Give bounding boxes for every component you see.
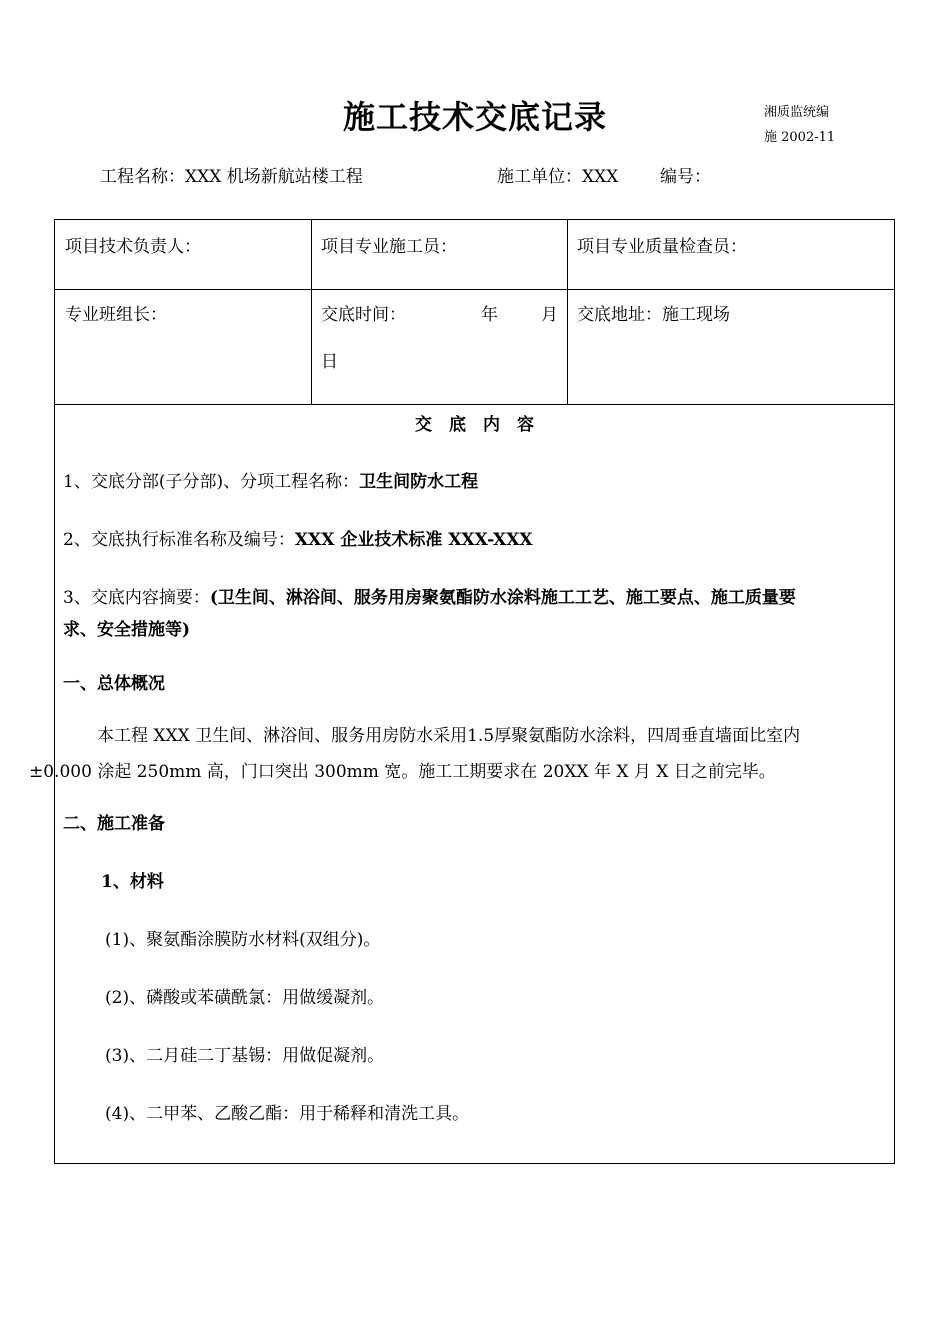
material-item: (1)、聚氨酯涂膜防水材料(双组分)。 (105, 930, 381, 950)
handover-time-label: 交底时间： (321, 305, 406, 325)
section-2-title: 二、施工准备 (63, 814, 165, 834)
table-row-divider (55, 289, 894, 290)
form-code-line2: 施 2002-11 (764, 130, 836, 145)
materials-title: 1、材料 (101, 872, 164, 892)
construction-staff-label: 项目专业施工员： (321, 237, 457, 257)
handover-table (29, 219, 895, 1164)
item-3-value-line2: 求、安全措施等) (63, 620, 191, 640)
handover-month-label: 月 (541, 305, 558, 325)
section-1-line2: ±0.000 涂起 250mm 高，门口突出 300mm 宽。施工工期要求在 20XX 年 X 月 X 日之前完毕。 (29, 762, 776, 782)
item-3 (63, 582, 886, 646)
handover-day-label: 日 (321, 352, 338, 372)
form-code (764, 100, 835, 150)
table-col-divider (311, 220, 312, 404)
item-1 (63, 470, 886, 494)
form-code-line1: 湘质监统编 (764, 105, 830, 120)
item-3-value-line1: (卫生间、淋浴间、服务用房聚氨酯防水涂料施工工艺、施工要点、施工质量要 (209, 588, 796, 608)
handover-year-label: 年 (481, 305, 498, 325)
number-label: 编号： (660, 167, 711, 187)
item-2-value: XXX 企业技术标准 XXX-XXX (294, 530, 533, 550)
section-1-paragraph (29, 718, 886, 790)
handover-content (29, 405, 894, 1126)
section-1-line1: 本工程 XXX 卫生间、淋浴间、服务用房防水采用1.5厚聚氨酯防水涂料，四周垂直墙面比室内 (97, 726, 801, 746)
content-heading: 交 底 内 容 (415, 415, 534, 435)
material-item: (2)、磷酸或苯磺酰氯：用做缓凝剂。 (105, 988, 385, 1008)
item-1-label: 1、交底分部(子分部)、分项工程名称： (63, 472, 360, 492)
document-title: 施工技术交底记录 (342, 98, 607, 136)
handover-location: 交底地址：施工现场 (577, 305, 730, 325)
item-2-label: 2、交底执行标准名称及编号： (63, 530, 295, 550)
section-1-title: 一、总体概况 (63, 674, 165, 694)
item-2 (63, 528, 886, 552)
item-3-label: 3、交底内容摘要： (63, 588, 210, 608)
quality-inspector-label: 项目专业质量检查员： (577, 237, 747, 257)
construction-unit: 施工单位：XXX (497, 167, 619, 187)
team-leader-label: 专业班组长： (65, 305, 167, 325)
table-col-divider (567, 220, 568, 404)
item-1-value: 卫生间防水工程 (359, 472, 479, 492)
material-item: (4)、二甲苯、乙酸乙酯：用于稀释和清洗工具。 (105, 1104, 470, 1124)
project-name: 工程名称：XXX 机场新航站楼工程 (100, 167, 363, 187)
tech-lead-label: 项目技术负责人： (65, 237, 201, 257)
material-item: (3)、二月硅二丁基锡：用做促凝剂。 (105, 1046, 385, 1066)
